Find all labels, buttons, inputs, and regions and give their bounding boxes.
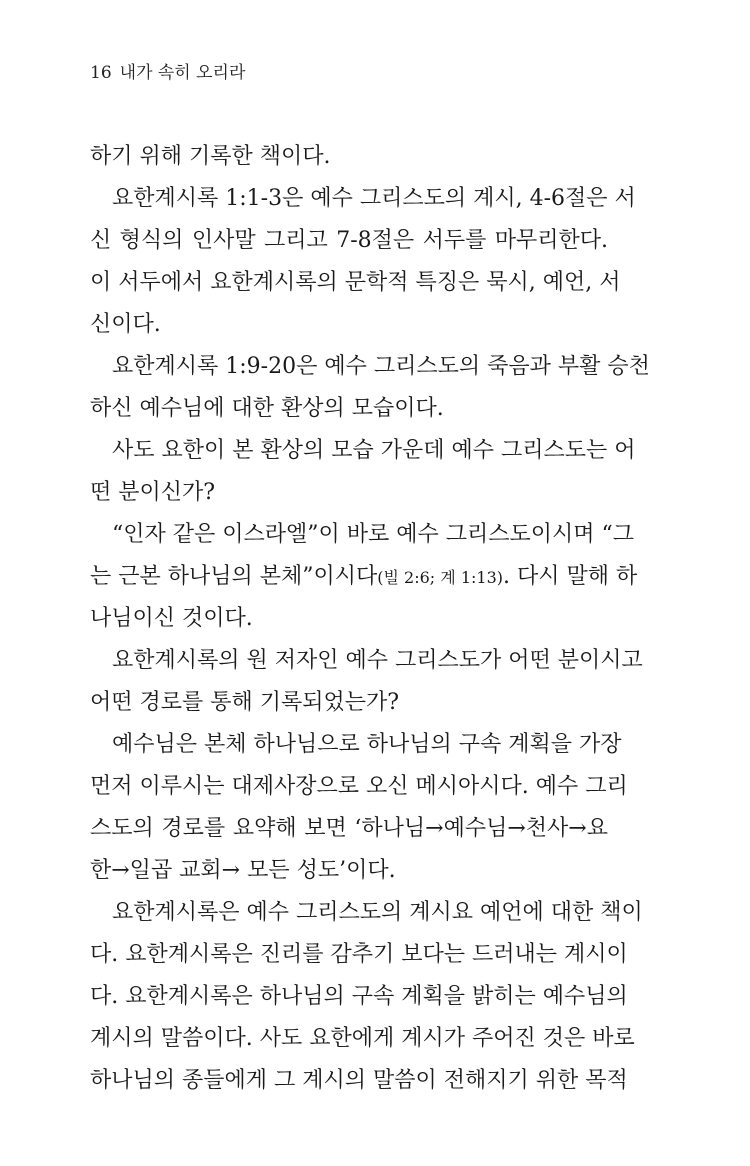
text-line: 예수님은 본체 하나님으로 하나님의 구속 계획을 가장 [112, 732, 622, 757]
page-number: 16 [90, 63, 112, 83]
text-line: 사도 요한이 본 환상의 모습 가운데 예수 그리스도는 어 [112, 438, 636, 463]
text-line: 신이다. [90, 312, 161, 337]
text-line: 요한계시록은 예수 그리스도의 계시요 예언에 대한 책이 [112, 900, 643, 925]
text-line: 계시의 말씀이다. 사도 요한에게 계시가 주어진 것은 바로 [90, 1026, 635, 1051]
text-line: 다. 요한계시록은 진리를 감추기 보다는 드러내는 계시이 [90, 942, 628, 967]
text-line: 스도의 경로를 요약해 보면 ‘하나님→예수님→천사→요 [90, 816, 608, 841]
text-line-with-citation [90, 556, 638, 598]
text-line: 나님이신 것이다. [90, 606, 253, 631]
body-text [90, 136, 650, 1102]
text-line: 어떤 경로를 통해 기록되었는가? [90, 690, 400, 715]
book-title: 내가 속히 오리라 [119, 63, 246, 83]
text-line: 하나님의 종들에게 그 계시의 말씀이 전해지기 위한 목적 [90, 1068, 628, 1093]
text-line: 다. 요한계시록은 하나님의 구속 계획을 밝히는 예수님의 [90, 984, 628, 1009]
text-line: 하기 위해 기록한 책이다. [90, 144, 331, 169]
text-line: 요한계시록 1:1-3은 예수 그리스도의 계시, 4-6절은 서 [112, 186, 636, 211]
text-line: 이 서두에서 요한계시록의 문학적 특징은 묵시, 예언, 서 [90, 270, 621, 295]
text-line: 떤 분이신가? [90, 480, 216, 505]
text-line: “인자 같은 이스라엘”이 바로 예수 그리스도이시며 “그 [112, 522, 634, 547]
scripture-citation: (빌 2:6; 계 1:13) [377, 568, 503, 587]
text-line: 한→일곱 교회→ 모든 성도’이다. [90, 858, 396, 883]
text-line: 하신 예수님에 대한 환상의 모습이다. [90, 396, 444, 421]
text-line: 먼저 이루시는 대제사장으로 오신 메시아시다. 예수 그리 [90, 774, 628, 799]
text-line: 요한계시록 1:9-20은 예수 그리스도의 죽음과 부활 승천 [112, 354, 650, 379]
text-segment: 는 근본 하나님의 본체”이시다 [90, 564, 378, 589]
text-segment: . 다시 말해 하 [503, 564, 638, 589]
running-head [90, 59, 245, 87]
text-line: 요한계시록의 원 저자인 예수 그리스도가 어떤 분이시고 [112, 648, 643, 673]
text-line: 신 형식의 인사말 그리고 7-8절은 서두를 마무리한다. [90, 228, 608, 253]
